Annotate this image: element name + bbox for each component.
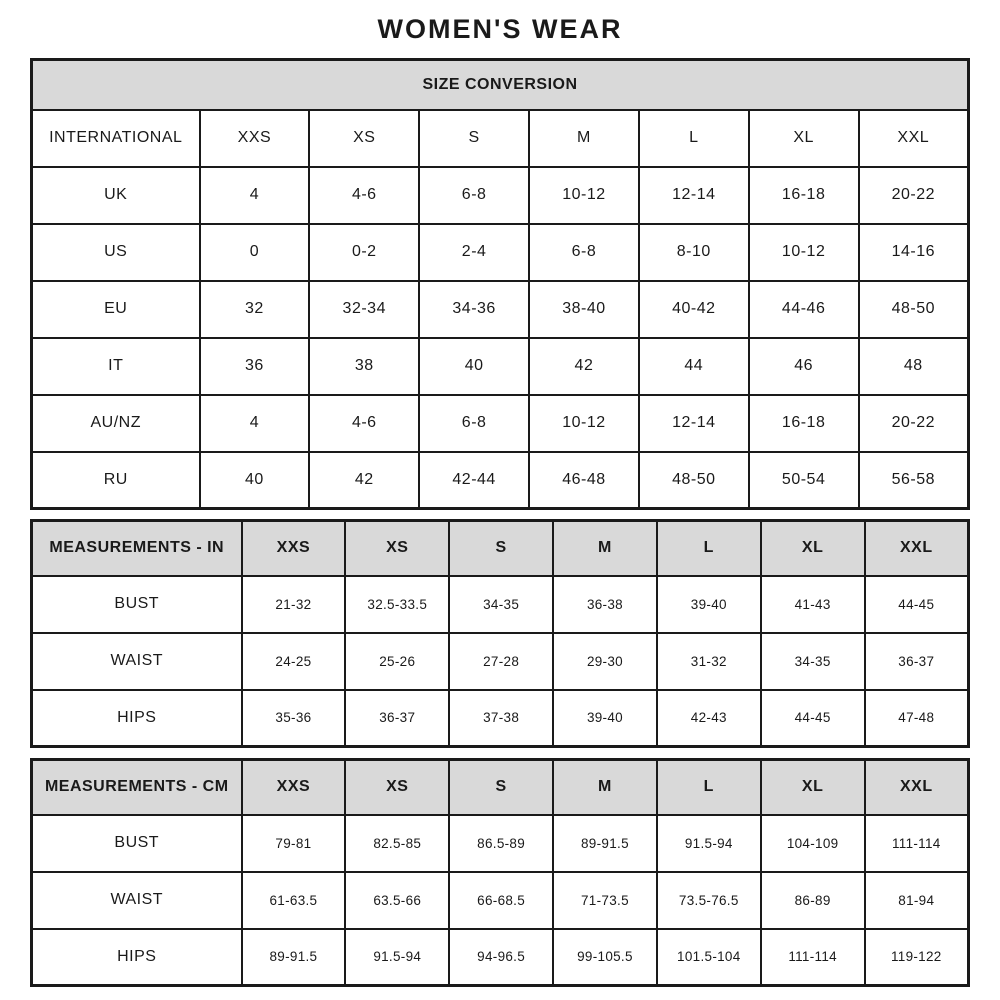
table-row [32, 224, 969, 281]
table-cell: 31-32 [657, 633, 761, 690]
table-cell: 73.5-76.5 [657, 872, 761, 929]
row-label: AU/NZ [32, 395, 200, 452]
column-header: XXS [242, 521, 346, 576]
column-header: XL [761, 521, 865, 576]
table-row [32, 633, 969, 690]
table-cell: 101.5-104 [657, 929, 761, 986]
table-cell: 32 [200, 281, 310, 338]
table-cell: 21-32 [242, 576, 346, 633]
table-row [32, 929, 969, 986]
table-cell: 32.5-33.5 [345, 576, 449, 633]
column-header: XS [309, 110, 419, 167]
column-header: S [449, 760, 553, 815]
measurements-cm-table-body [32, 760, 969, 986]
table-row [32, 281, 969, 338]
table-cell: 4-6 [309, 395, 419, 452]
column-header: XL [761, 760, 865, 815]
column-header: L [657, 760, 761, 815]
table-title-row [32, 60, 969, 110]
column-header: XS [345, 760, 449, 815]
table-cell: 20-22 [859, 167, 969, 224]
column-header: M [529, 110, 639, 167]
table-row [32, 338, 969, 395]
table-cell: 8-10 [639, 224, 749, 281]
table-cell: 34-36 [419, 281, 529, 338]
table-row [32, 872, 969, 929]
table-cell: 12-14 [639, 167, 749, 224]
table-row [32, 690, 969, 747]
column-header-row [32, 110, 969, 167]
column-header: M [553, 760, 657, 815]
table-row [32, 167, 969, 224]
table-cell: 10-12 [529, 395, 639, 452]
row-label: WAIST [32, 872, 242, 929]
row-label: HIPS [32, 929, 242, 986]
column-header: S [419, 110, 529, 167]
column-header: XXL [865, 760, 969, 815]
column-header: L [657, 521, 761, 576]
table-cell: 16-18 [749, 167, 859, 224]
table-cell: 44-45 [761, 690, 865, 747]
table-row [32, 815, 969, 872]
column-header: XXS [242, 760, 346, 815]
page-title: WOMEN'S WEAR [377, 14, 623, 44]
table-cell: 16-18 [749, 395, 859, 452]
column-header: S [449, 521, 553, 576]
table-cell: 27-28 [449, 633, 553, 690]
size-conversion-table-body [32, 60, 969, 509]
table-cell: 91.5-94 [345, 929, 449, 986]
table-cell: 86.5-89 [449, 815, 553, 872]
table-cell: 91.5-94 [657, 815, 761, 872]
table-cell: 37-38 [449, 690, 553, 747]
column-header: L [639, 110, 749, 167]
table-cell: 42-44 [419, 452, 529, 509]
table-title-cell: MEASUREMENTS - CM [32, 760, 242, 815]
table-row [32, 395, 969, 452]
table-cell: 25-26 [345, 633, 449, 690]
table-title-cell: MEASUREMENTS - IN [32, 521, 242, 576]
row-label: UK [32, 167, 200, 224]
table-cell: 61-63.5 [242, 872, 346, 929]
table-cell: 99-105.5 [553, 929, 657, 986]
measurements-in-table [30, 519, 970, 748]
table-cell: 34-35 [449, 576, 553, 633]
row-label: IT [32, 338, 200, 395]
table-cell: 4 [200, 167, 310, 224]
table-cell: 39-40 [553, 690, 657, 747]
table-cell: 71-73.5 [553, 872, 657, 929]
table-cell: 35-36 [242, 690, 346, 747]
table-cell: 46-48 [529, 452, 639, 509]
column-header-row [32, 521, 969, 576]
table-cell: 41-43 [761, 576, 865, 633]
table-cell: 40 [419, 338, 529, 395]
table-cell: 42 [529, 338, 639, 395]
size-conversion-table [30, 58, 970, 510]
table-cell: 119-122 [865, 929, 969, 986]
table-cell: 0-2 [309, 224, 419, 281]
table-cell: 39-40 [657, 576, 761, 633]
row-label: BUST [32, 576, 242, 633]
table-cell: 111-114 [865, 815, 969, 872]
table-cell: 24-25 [242, 633, 346, 690]
table-cell: 36 [200, 338, 310, 395]
column-header: XXS [200, 110, 310, 167]
table-cell: 10-12 [749, 224, 859, 281]
column-header: XXL [859, 110, 969, 167]
table-row [32, 452, 969, 509]
table-cell: 36-38 [553, 576, 657, 633]
table-cell: 42 [309, 452, 419, 509]
row-label: BUST [32, 815, 242, 872]
table-cell: 44-45 [865, 576, 969, 633]
column-header: INTERNATIONAL [32, 110, 200, 167]
column-header: XS [345, 521, 449, 576]
table-cell: 48-50 [639, 452, 749, 509]
table-cell: 63.5-66 [345, 872, 449, 929]
table-cell: 20-22 [859, 395, 969, 452]
table-cell: 36-37 [345, 690, 449, 747]
column-header: M [553, 521, 657, 576]
table-cell: 47-48 [865, 690, 969, 747]
table-cell: 38 [309, 338, 419, 395]
size-conversion-title: SIZE CONVERSION [32, 60, 969, 110]
table-cell: 56-58 [859, 452, 969, 509]
row-label: HIPS [32, 690, 242, 747]
table-row [32, 576, 969, 633]
table-cell: 34-35 [761, 633, 865, 690]
table-cell: 86-89 [761, 872, 865, 929]
table-cell: 0 [200, 224, 310, 281]
table-cell: 6-8 [529, 224, 639, 281]
column-header: XXL [865, 521, 969, 576]
table-cell: 36-37 [865, 633, 969, 690]
table-cell: 82.5-85 [345, 815, 449, 872]
table-cell: 42-43 [657, 690, 761, 747]
table-cell: 12-14 [639, 395, 749, 452]
table-cell: 40 [200, 452, 310, 509]
table-cell: 46 [749, 338, 859, 395]
row-label: WAIST [32, 633, 242, 690]
table-cell: 94-96.5 [449, 929, 553, 986]
table-cell: 104-109 [761, 815, 865, 872]
measurements-in-table-body [32, 521, 969, 747]
table-cell: 29-30 [553, 633, 657, 690]
table-cell: 89-91.5 [553, 815, 657, 872]
table-cell: 10-12 [529, 167, 639, 224]
table-cell: 6-8 [419, 395, 529, 452]
table-cell: 14-16 [859, 224, 969, 281]
table-cell: 48-50 [859, 281, 969, 338]
table-cell: 38-40 [529, 281, 639, 338]
table-cell: 79-81 [242, 815, 346, 872]
table-cell: 111-114 [761, 929, 865, 986]
table-cell: 89-91.5 [242, 929, 346, 986]
row-label: RU [32, 452, 200, 509]
table-cell: 2-4 [419, 224, 529, 281]
column-header-row [32, 760, 969, 815]
table-cell: 4-6 [309, 167, 419, 224]
table-cell: 32-34 [309, 281, 419, 338]
table-cell: 66-68.5 [449, 872, 553, 929]
table-cell: 4 [200, 395, 310, 452]
column-header: XL [749, 110, 859, 167]
measurements-cm-table [30, 758, 970, 987]
table-cell: 44-46 [749, 281, 859, 338]
row-label: US [32, 224, 200, 281]
table-cell: 6-8 [419, 167, 529, 224]
table-cell: 50-54 [749, 452, 859, 509]
table-cell: 48 [859, 338, 969, 395]
row-label: EU [32, 281, 200, 338]
table-cell: 81-94 [865, 872, 969, 929]
table-cell: 40-42 [639, 281, 749, 338]
table-cell: 44 [639, 338, 749, 395]
